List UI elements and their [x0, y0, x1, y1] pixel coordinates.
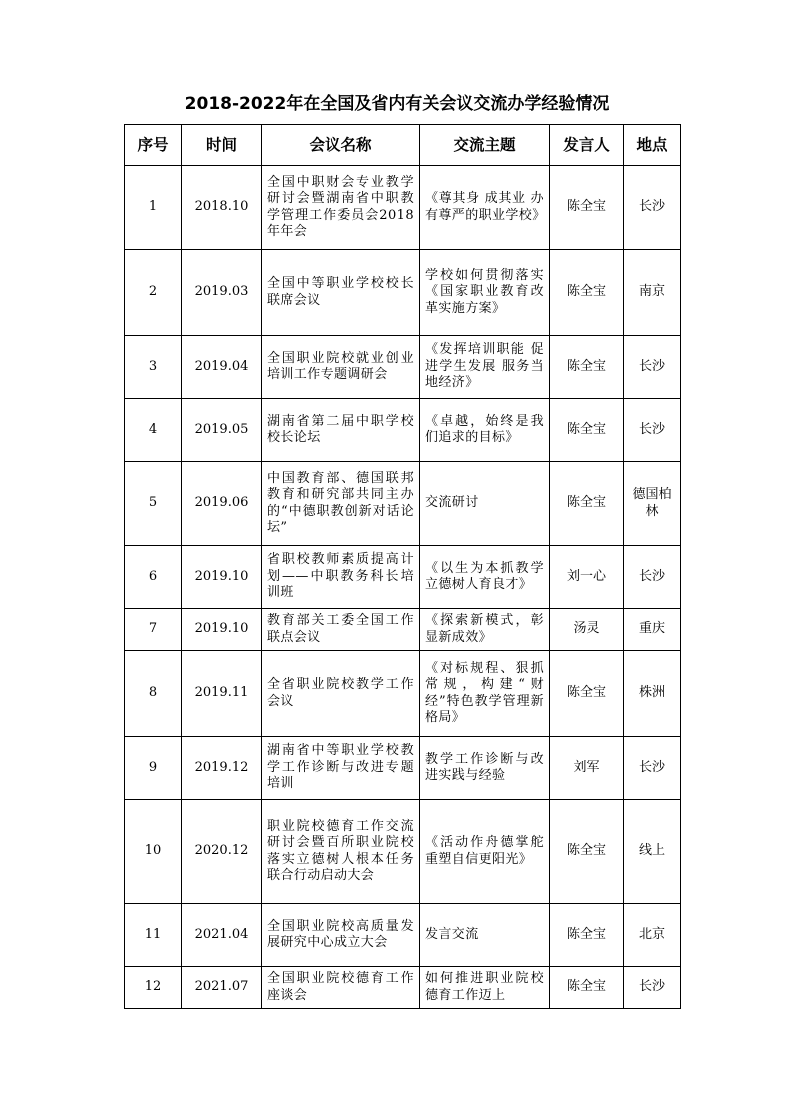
cell-meeting: 中国教育部、德国联邦教育和研究部共同主办的“中德职教创新对话论坛”	[262, 462, 420, 546]
cell-meeting: 全省职业院校教学工作会议	[262, 651, 420, 737]
cell-location: 德国柏林	[624, 462, 681, 546]
cell-location: 长沙	[624, 336, 681, 399]
cell-meeting: 职业院校德育工作交流研讨会暨百所职业院校落实立德树人根本任务联合行动启动大会	[262, 800, 420, 904]
cell-topic: 学校如何贯彻落实《国家职业教育改革实施方案》	[420, 250, 550, 336]
cell-date: 2019.05	[182, 399, 262, 462]
cell-topic: 《卓越，始终是我们追求的目标》	[420, 399, 550, 462]
cell-meeting: 省职校教师素质提高计划——中职教务科长培训班	[262, 546, 420, 609]
table-row	[125, 250, 681, 336]
table-row	[125, 336, 681, 399]
cell-topic: 如何推进职业院校德育工作迈上	[420, 967, 550, 1009]
cell-date: 2019.03	[182, 250, 262, 336]
cell-speaker: 刘军	[550, 737, 624, 800]
cell-speaker: 陈全宝	[550, 336, 624, 399]
cell-date: 2018.10	[182, 166, 262, 250]
cell-meeting: 全国职业院校德育工作座谈会	[262, 967, 420, 1009]
table-row	[125, 546, 681, 609]
cell-meeting: 全国中等职业学校校长联席会议	[262, 250, 420, 336]
cell-date: 2021.04	[182, 904, 262, 967]
cell-date: 2019.11	[182, 651, 262, 737]
table-row	[125, 462, 681, 546]
cell-no: 10	[125, 800, 182, 904]
cell-no: 3	[125, 336, 182, 399]
cell-meeting: 湖南省中等职业学校教学工作诊断与改进专题培训	[262, 737, 420, 800]
cell-no: 4	[125, 399, 182, 462]
header-meeting: 会议名称	[262, 125, 420, 166]
cell-location: 长沙	[624, 399, 681, 462]
cell-meeting: 全国职业院校高质量发展研究中心成立大会	[262, 904, 420, 967]
meeting-table	[124, 124, 681, 1009]
cell-meeting: 教育部关工委全国工作联点会议	[262, 609, 420, 651]
header-location: 地点	[624, 125, 681, 166]
header-topic: 交流主题	[420, 125, 550, 166]
table-row	[125, 399, 681, 462]
cell-no: 1	[125, 166, 182, 250]
cell-location: 线上	[624, 800, 681, 904]
header-date: 时间	[182, 125, 262, 166]
cell-location: 长沙	[624, 737, 681, 800]
cell-no: 9	[125, 737, 182, 800]
cell-location: 南京	[624, 250, 681, 336]
cell-date: 2019.10	[182, 546, 262, 609]
cell-topic: 《以生为本抓教学 立德树人育良才》	[420, 546, 550, 609]
cell-no: 5	[125, 462, 182, 546]
cell-date: 2020.12	[182, 800, 262, 904]
cell-date: 2019.12	[182, 737, 262, 800]
cell-date: 2019.04	[182, 336, 262, 399]
cell-speaker: 陈全宝	[550, 399, 624, 462]
table-row	[125, 609, 681, 651]
cell-speaker: 陈全宝	[550, 166, 624, 250]
cell-topic: 发言交流	[420, 904, 550, 967]
cell-speaker: 陈全宝	[550, 651, 624, 737]
cell-topic: 教学工作诊断与改进实践与经验	[420, 737, 550, 800]
cell-no: 12	[125, 967, 182, 1009]
page-title: 2018-2022年在全国及省内有关会议交流办学经验情况	[184, 94, 610, 114]
cell-no: 11	[125, 904, 182, 967]
cell-location: 长沙	[624, 166, 681, 250]
cell-date: 2019.10	[182, 609, 262, 651]
cell-meeting: 全国中职财会专业教学研讨会暨湖南省中职教学管理工作委员会2018年年会	[262, 166, 420, 250]
header-no: 序号	[125, 125, 182, 166]
cell-topic: 《活动作舟德掌舵 重塑自信更阳光》	[420, 800, 550, 904]
cell-topic: 《对标规程、狠抓常规，构建“财经”特色教学管理新格局》	[420, 651, 550, 737]
cell-no: 6	[125, 546, 182, 609]
table-row	[125, 904, 681, 967]
table-row	[125, 651, 681, 737]
cell-topic: 交流研讨	[420, 462, 550, 546]
cell-location: 北京	[624, 904, 681, 967]
cell-location: 重庆	[624, 609, 681, 651]
cell-speaker: 汤灵	[550, 609, 624, 651]
header-speaker: 发言人	[550, 125, 624, 166]
table-row	[125, 800, 681, 904]
cell-speaker: 陈全宝	[550, 800, 624, 904]
cell-location: 株洲	[624, 651, 681, 737]
cell-meeting: 全国职业院校就业创业培训工作专题调研会	[262, 336, 420, 399]
cell-speaker: 陈全宝	[550, 967, 624, 1009]
cell-meeting: 湖南省第二届中职学校校长论坛	[262, 399, 420, 462]
table-row	[125, 166, 681, 250]
cell-topic: 《尊其身 成其业 办有尊严的职业学校》	[420, 166, 550, 250]
cell-date: 2021.07	[182, 967, 262, 1009]
table-row	[125, 967, 681, 1009]
cell-no: 8	[125, 651, 182, 737]
cell-no: 2	[125, 250, 182, 336]
cell-speaker: 陈全宝	[550, 904, 624, 967]
cell-location: 长沙	[624, 546, 681, 609]
cell-speaker: 陈全宝	[550, 462, 624, 546]
table-header-row	[125, 125, 681, 166]
table-row	[125, 737, 681, 800]
cell-topic: 《探索新模式，彰显新成效》	[420, 609, 550, 651]
cell-location: 长沙	[624, 967, 681, 1009]
cell-speaker: 刘一心	[550, 546, 624, 609]
cell-speaker: 陈全宝	[550, 250, 624, 336]
cell-no: 7	[125, 609, 182, 651]
cell-date: 2019.06	[182, 462, 262, 546]
cell-topic: 《发挥培训职能 促进学生发展 服务当地经济》	[420, 336, 550, 399]
